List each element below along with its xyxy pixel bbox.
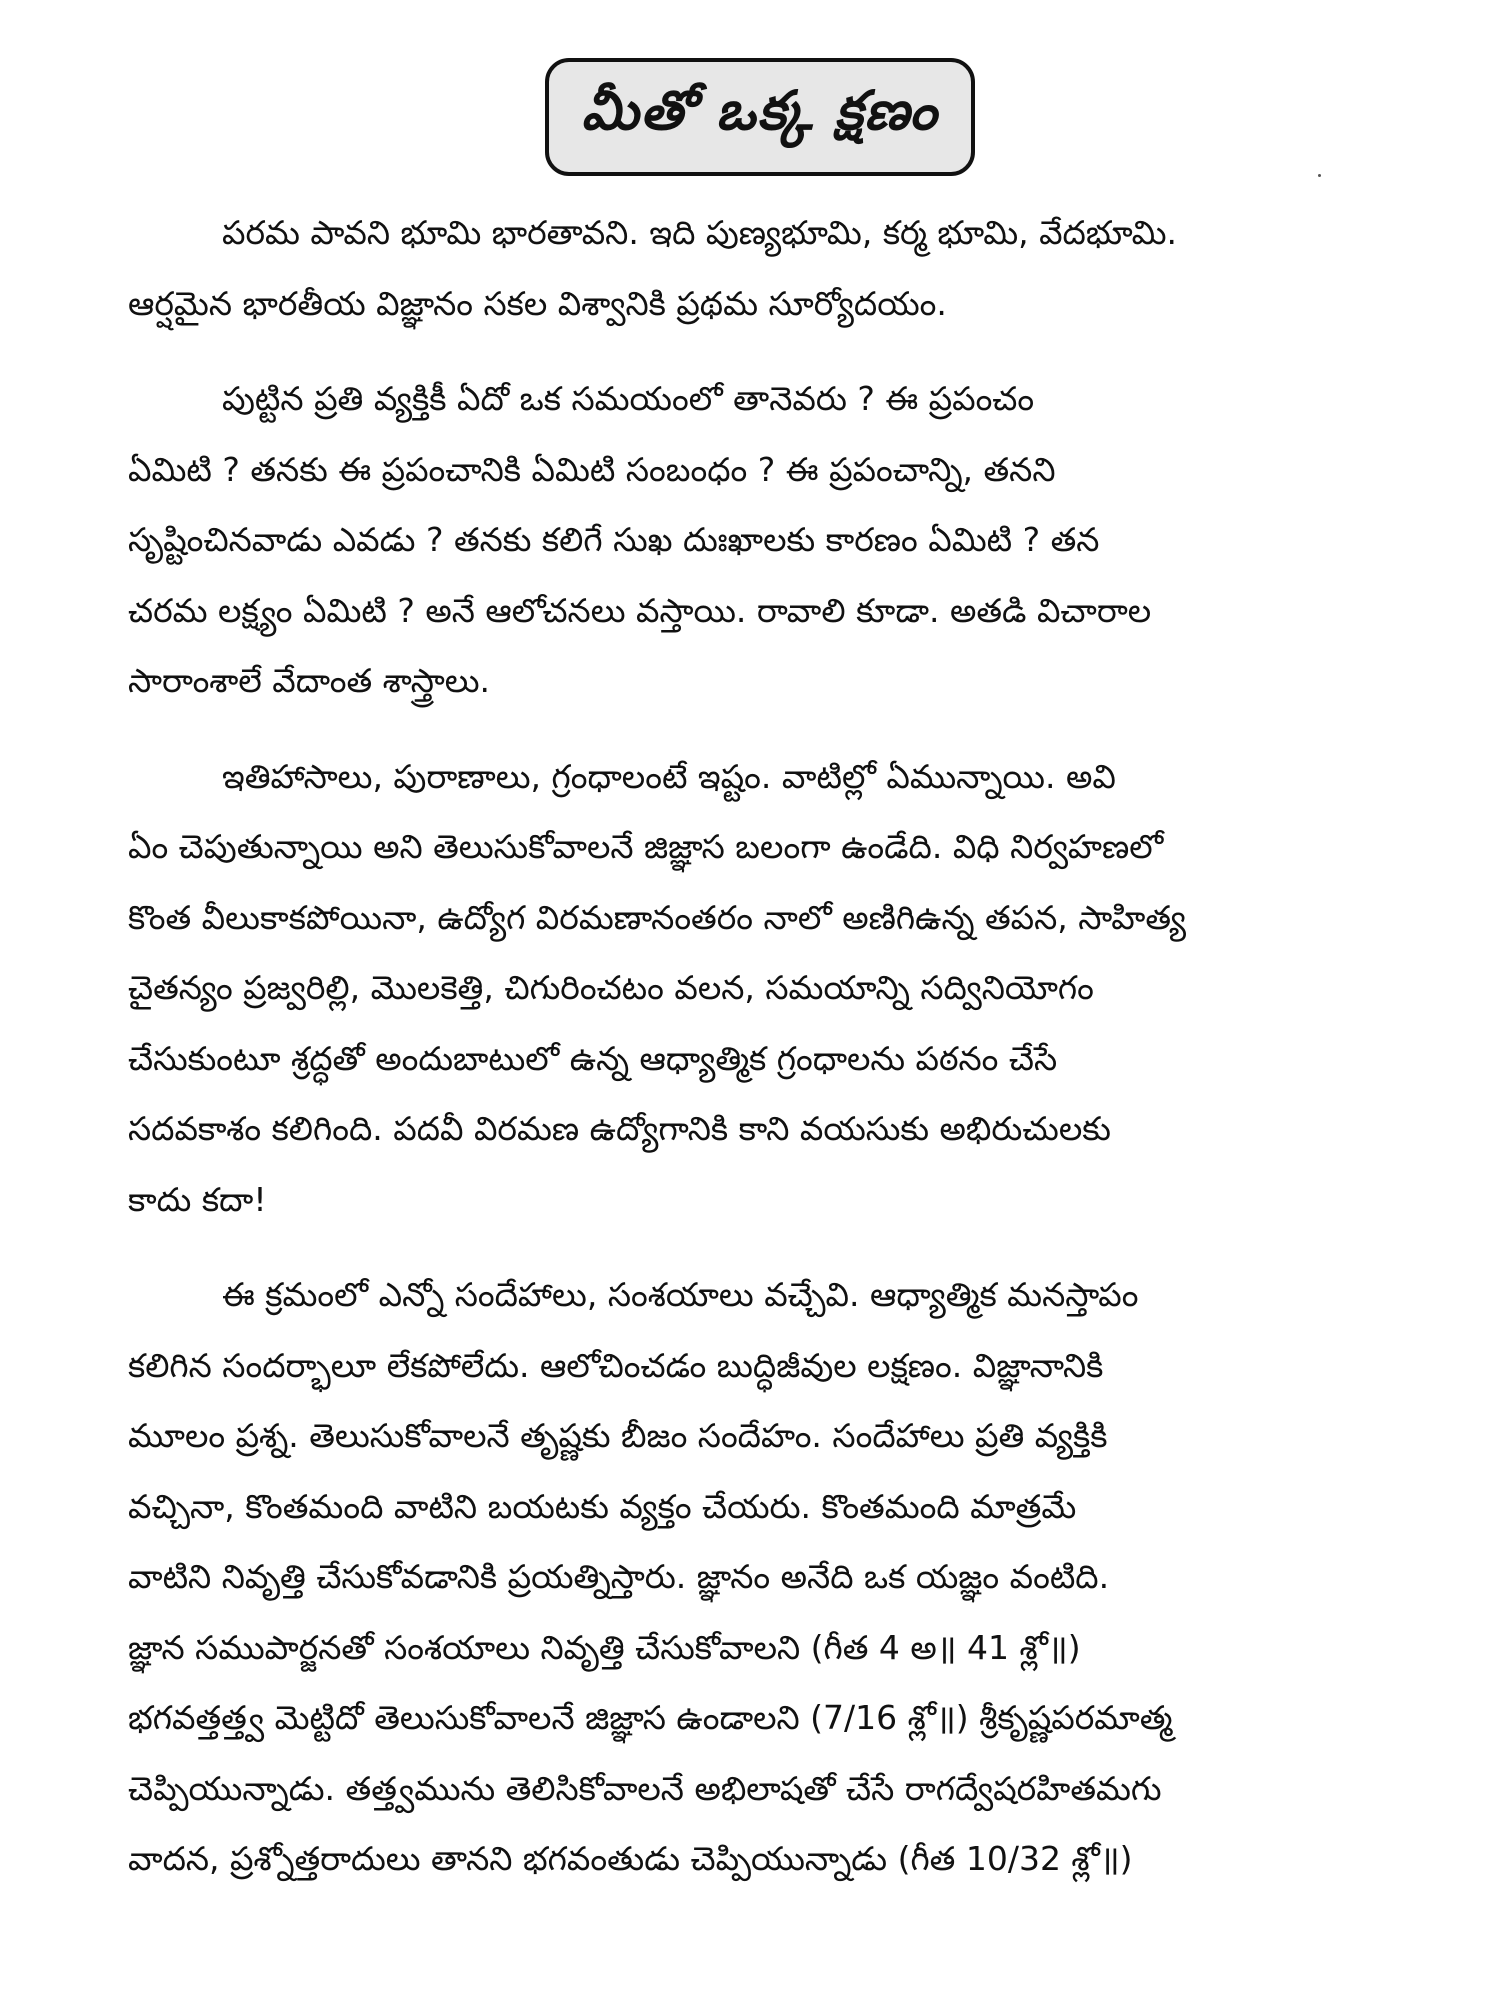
text-line: ఆర్షమైన భారతీయ విజ్ఞానం సకల విశ్వానికి ప్రథమ సూర్యోదయం. <box>128 283 947 323</box>
text-line: చరమ లక్ష్యం ఏమిటి ? అనే ఆలోచనలు వస్తాయి. రావాలి కూడా. అతడి విచారాల <box>128 590 1152 630</box>
page-title: మీతో ఒక్క క్షణం <box>581 78 939 142</box>
speck-mark <box>1318 174 1321 177</box>
text-line: పుట్టిన ప్రతి వ్యక్తికీ ఏదో ఒక సమయంలో తానెవరు ? ఈ ప్రపంచం <box>222 379 1035 418</box>
text-line: వాటిని నివృత్తి చేసుకోవడానికి ప్రయత్నిస్తారు. జ్ఞానం అనేది ఒక యజ్ఞం వంటిది. <box>128 1557 1110 1596</box>
text-line: ఏమిటి ? తనకు ఈ ప్రపంచానికి ఏమిటి సంబంధం ? ఈ ప్రపంచాన్ని, తనని <box>128 449 1056 489</box>
text-line: వచ్చినా, కొంతమంది వాటిని బయటకు వ్యక్తం చేయరు. కొంతమంది మాత్రమే <box>128 1486 1077 1526</box>
text-line: జ్ఞాన సముపార్జనతో సంశయాలు నివృత్తి చేసుకోవాలని (గీత 4 అ॥ 41 శ్లో॥) <box>128 1627 1081 1667</box>
text-line: సృష్టించినవాడు ఎవడు ? తనకు కలిగే సుఖ దుఃఖాలకు కారణం ఏమిటి ? తన <box>128 520 1100 559</box>
text-line: మూలం ప్రశ్న. తెలుసుకోవాలనే తృష్ణకు బీజం సందేహం. సందేహాలు ప్రతి వ్యక్తికి <box>128 1416 1108 1455</box>
text-line: కాదు కదా! <box>128 1179 267 1219</box>
article-body <box>128 198 1380 1920</box>
paragraph-1 <box>128 198 1380 339</box>
text-line: ఇతిహాసాలు, పురాణాలు, గ్రంధాలంటే ఇష్టం. వాటిల్లో ఏమున్నాయి. అవి <box>222 756 1116 796</box>
paragraph-3 <box>128 742 1380 1236</box>
text-line: చెప్పియున్నాడు. తత్త్వమును తెలిసికోవాలనే అభిలాషతో చేసే రాగద్వేషరహితమగు <box>128 1768 1162 1808</box>
paragraph-4 <box>128 1260 1380 1895</box>
text-line: సారాంశాలే వేదాంత శాస్త్రాలు. <box>128 661 491 700</box>
text-line: భగవత్తత్త్వ మెట్టిదో తెలుసుకోవాలనే జిజ్ఞాస ఉండాలని (7/16 శ్లో॥) శ్రీకృష్ణపరమాత్మ <box>128 1698 1173 1737</box>
text-line: ఈ క్రమంలో ఎన్నో సందేహాలు, సంశయాలు వచ్చేవి. ఆధ్యాత్మిక మనస్తాపం <box>222 1275 1139 1314</box>
text-line: పరమ పావని భూమి భారతావని. ఇది పుణ్యభూమి, కర్మ భూమి, వేదభూమి. <box>222 213 1178 252</box>
text-line: కొంత వీలుకాకపోయినా, ఉద్యోగ విరమణానంతరం నాలో అణిగిఉన్న తపన, సాహిత్య <box>128 897 1186 937</box>
text-line: చేసుకుంటూ శ్రద్ధతో అందుబాటులో ఉన్న ఆధ్యాత్మిక గ్రంధాలను పఠనం చేసే <box>128 1038 1058 1078</box>
paragraph-2 <box>128 364 1380 717</box>
text-line: సదవకాశం కలిగింది. పదవీ విరమణ ఉద్యోగానికి కాని వయసుకు అభిరుచులకు <box>128 1109 1111 1148</box>
text-line: ఏం చెపుతున్నాయి అని తెలుసుకోవాలనే జిజ్ఞాస బలంగా ఉండేది. విధి నిర్వహణలో <box>128 827 1164 866</box>
title-box <box>545 58 975 176</box>
text-line: వాదన, ప్రశ్నోత్తరాదులు తానని భగవంతుడు చెప్పియున్నాడు (గీత 10/32 శ్లో॥) <box>128 1839 1133 1878</box>
text-line: కలిగిన సందర్భాలూ లేకపోలేదు. ఆలోచించడం బుద్ధిజీవుల లక్షణం. విజ్ఞానానికి <box>128 1345 1104 1385</box>
text-line: చైతన్యం ప్రజ్వరిల్లి, మొలకెత్తి, చిగురించటం వలన, సమయాన్ని సద్వినియోగం <box>128 968 1094 1007</box>
